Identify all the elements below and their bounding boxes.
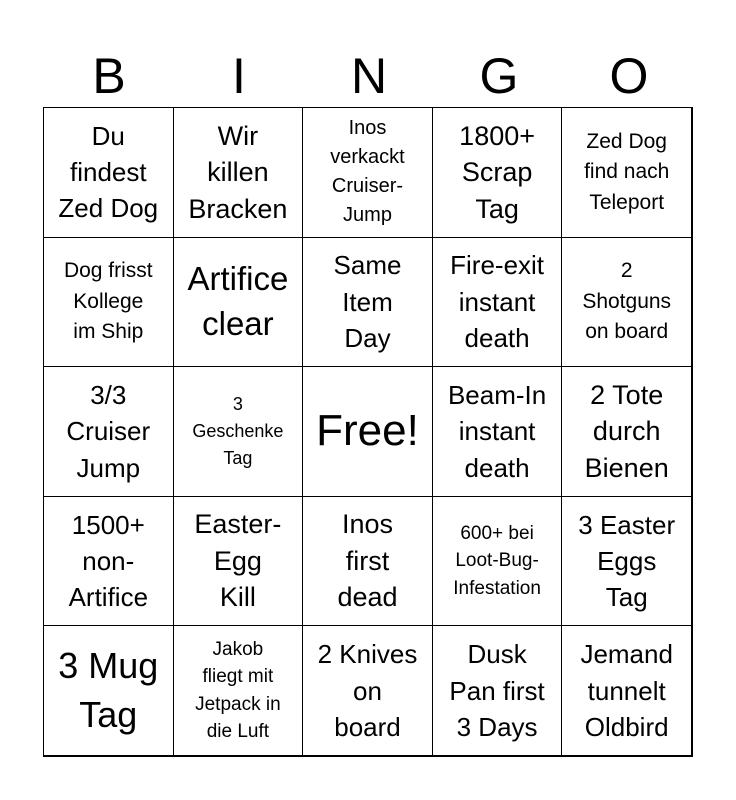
cell-text: 600+ bei Loot-Bug- Infestation: [453, 522, 541, 599]
cell-text: Artifice clear: [187, 260, 289, 342]
bingo-cell[interactable]: [302, 625, 433, 756]
bingo-cell[interactable]: [173, 625, 304, 756]
cell-text: Jemand tunnelt Oldbird: [580, 639, 673, 742]
header-letter-b: B: [92, 48, 126, 104]
header-letter-g: G: [479, 48, 519, 104]
bingo-cell[interactable]: [173, 496, 304, 627]
bingo-cell[interactable]: [432, 237, 563, 368]
header-letter-o: O: [609, 48, 649, 104]
cell-text: Dog frisst Kollege im Ship: [63, 259, 153, 344]
cell-text: Free!: [316, 406, 419, 456]
bingo-cell[interactable]: [432, 625, 563, 756]
cell-text: Zed Dog find nach Teleport: [584, 129, 670, 214]
cell-text: 2 Shotguns on board: [582, 259, 672, 344]
bingo-cell[interactable]: [43, 366, 174, 497]
bingo-header: [44, 44, 694, 108]
bingo-cell[interactable]: [43, 496, 174, 627]
cell-text: 3 Geschenke Tag: [192, 393, 284, 468]
bingo-cell[interactable]: [302, 107, 433, 238]
bingo-card: [43, 107, 693, 757]
bingo-cell[interactable]: [173, 366, 304, 497]
bingo-cell[interactable]: [43, 625, 174, 756]
cell-text: Du findest Zed Dog: [58, 120, 159, 224]
bingo-cell[interactable]: [432, 107, 563, 238]
cell-text: Jakob fliegt mit Jetpack in die Luft: [195, 638, 281, 743]
header-letter-i: I: [232, 48, 246, 104]
cell-text: Fire-exit instant death: [450, 250, 545, 354]
bingo-cell[interactable]: [561, 625, 692, 756]
bingo-cell[interactable]: [561, 366, 692, 497]
bingo-cell[interactable]: [173, 237, 304, 368]
bingo-cell[interactable]: [561, 107, 692, 238]
bingo-cell[interactable]: [432, 496, 563, 627]
bingo-cell[interactable]: [43, 237, 174, 368]
cell-text: 3/3 Cruiser Jump: [66, 379, 151, 483]
cell-text: Easter- Egg Kill: [194, 509, 282, 613]
cell-text: Same Item Day: [333, 250, 402, 354]
free-cell[interactable]: [302, 366, 433, 497]
cell-text: Inos verkackt Cruiser- Jump: [330, 117, 405, 227]
header-letter-n: N: [350, 48, 388, 104]
bingo-cell[interactable]: [561, 237, 692, 368]
bingo-cell[interactable]: [432, 366, 563, 497]
cell-text: Wir killen Bracken: [188, 120, 288, 224]
bingo-cell[interactable]: [302, 496, 433, 627]
cell-text: 3 Mug Tag: [58, 645, 159, 735]
bingo-cell[interactable]: [561, 496, 692, 627]
cell-text: 3 Easter Eggs Tag: [578, 509, 676, 613]
cell-text: 1500+ non- Artifice: [68, 509, 149, 613]
cell-text: 2 Tote durch Bienen: [584, 379, 669, 483]
cell-text: 1800+ Scrap Tag: [459, 120, 536, 224]
cell-text: Inos first dead: [337, 509, 398, 613]
bingo-cell[interactable]: [173, 107, 304, 238]
bingo-cell[interactable]: [302, 237, 433, 368]
cell-text: Dusk Pan first 3 Days: [449, 639, 545, 742]
cell-text: Beam-In instant death: [447, 379, 547, 483]
bingo-cell[interactable]: [43, 107, 174, 238]
cell-text: 2 Knives on board: [317, 639, 418, 742]
